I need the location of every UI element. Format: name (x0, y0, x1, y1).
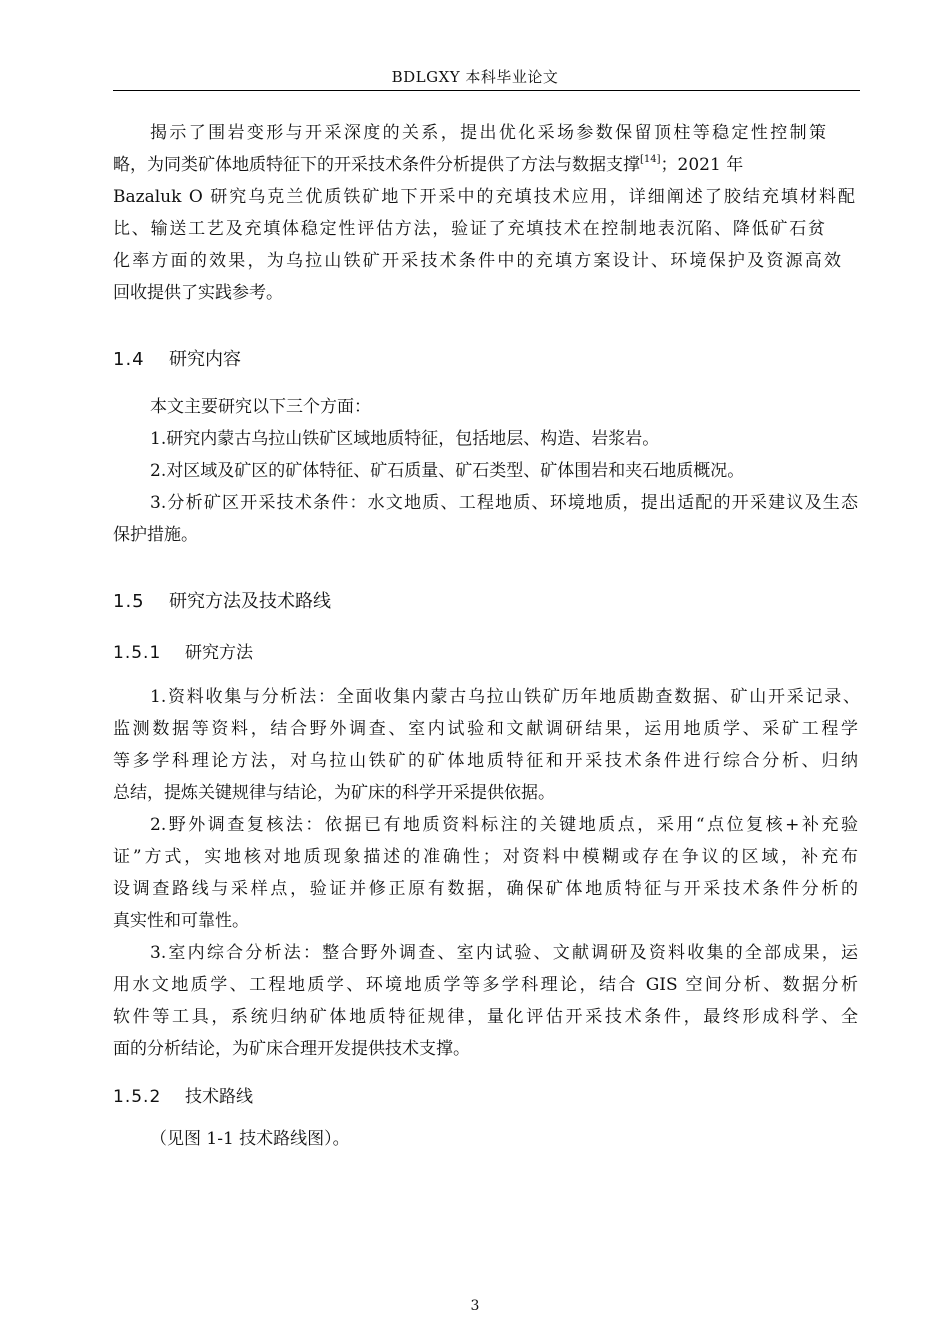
paragraph-line: 证”方式，实地核对地质现象描述的准确性；对资料中模糊或存在争议的区域，补充布 (113, 847, 858, 867)
subsection-heading: 1.5.2 技术路线 (113, 1087, 253, 1107)
paragraph-line: 监测数据等资料，结合野外调查、室内试验和文献调研结果，运用地质学、采矿工程学 (113, 719, 858, 739)
page-header: BDLGXY 本科毕业论文 (391, 68, 559, 86)
section-heading: 1.5 研究方法及技术路线 (113, 591, 331, 612)
paragraph-line: 软件等工具，系统归纳矿体地质特征规律，量化评估开采技术条件，最终形成科学、全 (113, 1007, 858, 1027)
paragraph-line: 回收提供了实践参考。 (113, 283, 283, 303)
paragraph-line: 总结，提炼关键规律与结论，为矿床的科学开采提供依据。 (113, 783, 555, 803)
paragraph-line: Bazaluk O 研究乌克兰优质铁矿地下开采中的充填技术应用，详细阐述了胶结充填材料配 (113, 187, 855, 207)
list-item: 1.研究内蒙古乌拉山铁矿区域地质特征，包括地层、构造、岩浆岩。 (150, 429, 660, 449)
paragraph-line: 化率方面的效果，为乌拉山铁矿开采技术条件中的充填方案设计、环境保护及资源高效 (113, 251, 841, 271)
citation-ref: [14] (640, 154, 661, 165)
paragraph-line: 比、输送工艺及充填体稳定性评估方法，验证了充填技术在控制地表沉陷、降低矿石贫 (113, 219, 825, 239)
paragraph-line: 2.野外调查复核法：依据已有地质资料标注的关键地质点，采用“点位复核+补充验 (150, 815, 858, 835)
paragraph-line: 揭示了围岩变形与开采深度的关系，提出优化采场参数保留顶柱等稳定性控制策 (150, 123, 826, 143)
list-item: 2.对区域及矿区的矿体特征、矿石质量、矿石类型、矿体围岩和夹石地质概况。 (150, 461, 745, 481)
paragraph-line: 用水文地质学、工程地质学、环境地质学等多学科理论，结合 GIS 空间分析、数据分析 (113, 975, 858, 995)
paragraph-line: 面的分析结论，为矿床合理开发提供技术支撑。 (113, 1039, 470, 1059)
paragraph-line: 真实性和可靠性。 (113, 911, 249, 931)
paragraph-line: 略，为同类矿体地质特征下的开采技术条件分析提供了方法与数据支撑[14]；2021 年 (113, 154, 744, 175)
paragraph-line: 1.资料收集与分析法：全面收集内蒙古乌拉山铁矿历年地质勘查数据、矿山开采记录、 (150, 687, 860, 707)
paragraph-line: 等多学科理论方法，对乌拉山铁矿的矿体地质特征和开采技术条件进行综合分析、归纳 (113, 751, 858, 771)
list-item: 3.分析矿区开采技术条件：水文地质、工程地质、环境地质，提出适配的开采建议及生态 (150, 493, 858, 513)
subsection-heading: 1.5.1 研究方法 (113, 643, 253, 663)
paragraph-line: （见图 1-1 技术路线图）。 (150, 1129, 350, 1149)
paragraph-line: 设调查路线与采样点，验证并修正原有数据，确保矿体地质特征与开采技术条件分析的 (113, 879, 858, 899)
list-item: 保护措施。 (113, 525, 198, 545)
paragraph-line: 本文主要研究以下三个方面： (150, 397, 371, 417)
paragraph-line: 3.室内综合分析法：整合野外调查、室内试验、文献调研及资料收集的全部成果，运 (150, 943, 858, 963)
page-number: 3 (470, 1298, 480, 1314)
header-rule (113, 90, 860, 91)
section-heading: 1.4 研究内容 (113, 349, 241, 370)
